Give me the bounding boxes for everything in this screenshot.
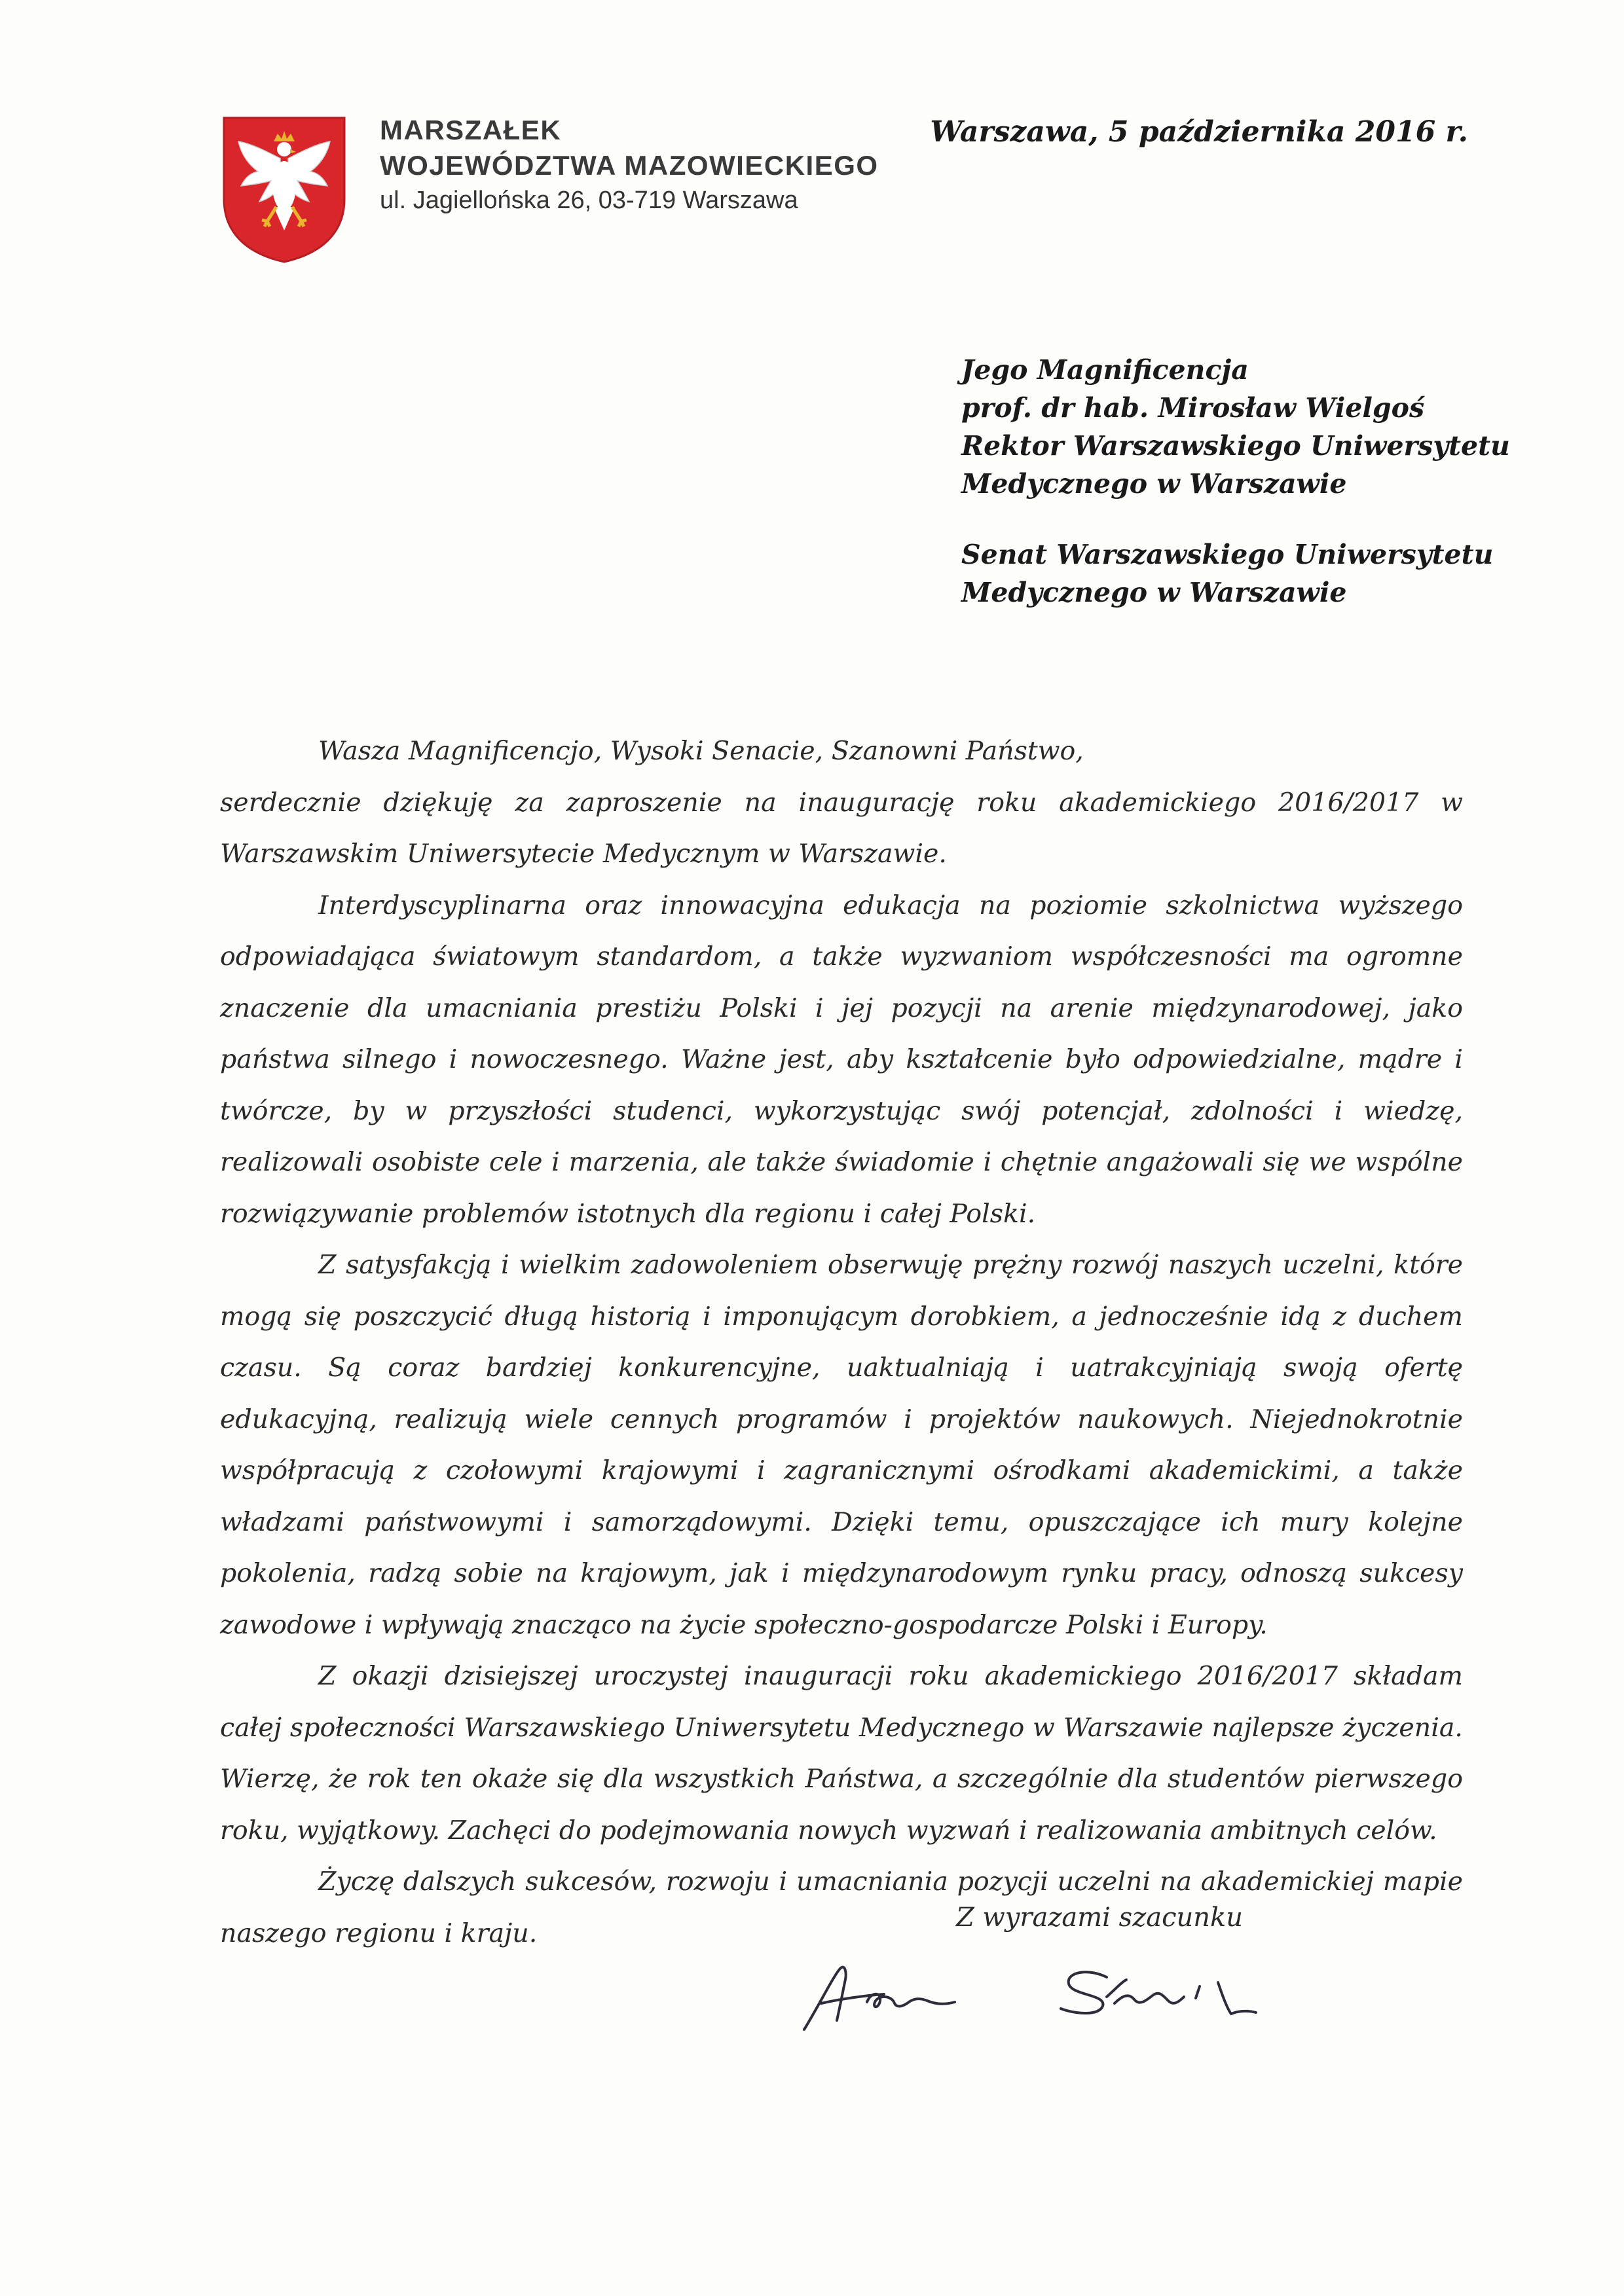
recipient-line: Medycznego w Warszawie [961,577,1347,608]
body-paragraph: Życzę dalszych sukcesów, rozwoju i umacniania pozycji uczelni na akademickiej mapie naszego regionu i kraju. [220,1867,1463,1948]
recipient-block [961,351,1510,611]
letterhead-title: MARSZAŁEK [380,115,562,145]
handwritten-signature-icon [799,1943,1297,2041]
body-paragraph: serdecznie dziękuję za zaproszenie na inaugurację roku akademickiego 2016/2017 w Warszawskim Uniwersytecie Medycznym w Warszawie. [220,787,1463,869]
body-paragraph: Interdyscyplinarna oraz innowacyjna edukacja na poziomie szkolnictwa wyższego odpowiadająca światowym standardom, a także wyzwaniom współczesności ma ogromne znaczenie dla umacniania prestiżu Polski i jej pozycji na arenie międzynarodowej, jako państwa silnego i nowoczesnego. Ważne jest, aby kształcenie było odpowiedzialne, mądre i twórcze, by w przyszłości studenci, wykorzystując swój potencjał, zdolności i wiedzę, realizowali osobiste cele i marzenia, ale także świadomie i chętnie angażowali się we wspólne rozwiązywanie problemów istotnych dla regionu i całej Polski. [220,890,1463,1229]
closing-phrase: Z wyrazami szacunku [956,1903,1244,1933]
body-paragraph: Z okazji dzisiejszej uroczystej inauguracji roku akademickiego 2016/2017 składam całej społeczności Warszawskiego Uniwersytetu Medycznego w Warszawie najlepsze życzenia. Wierzę, że rok ten okaże się dla wszystkich Państwa, a szczególnie dla studentów pierwszego roku, wyjątkowy. Zachęci do podejmowania nowych wyzwań i realizowania ambitnych celów. [220,1661,1463,1846]
letterhead [380,113,879,217]
recipient-line: Senat Warszawskiego Uniwersytetu [961,539,1494,570]
recipient-line: Jego Magnificencja [961,354,1249,386]
letterhead-subtitle: WOJEWÓDZTWA MAZOWIECKIEGO [380,150,879,181]
salutation: Wasza Magnificencjo, Wysoki Senacie, Szanowni Państwo, [318,736,1084,766]
letter-date: Warszawa, 5 października 2016 r. [930,115,1468,149]
recipient-line: Medycznego w Warszawie [961,468,1347,500]
mazovia-eagle-crest-icon [221,115,347,264]
letter-body [220,725,1463,1959]
body-paragraph: Z satysfakcją i wielkim zadowoleniem obserwuję prężny rozwój naszych uczelni, które mogą się poszczycić długą historią i imponującym dorobkiem, a jednocześnie idą z duchem czasu. Są coraz bardziej konkurencyjne, uaktualniają i uatrakcyjniają swoją ofertę edukacyjną, realizują wiele cennych programów i projektów naukowych. Niejednokrotnie współpracują z czołowymi krajowymi i zagranicznymi ośrodkami akademickimi, a także władzami państwowymi i samorządowymi. Dzięki temu, opuszczające ich mury kolejne pokolenia, radzą sobie na krajowym, jak i międzynarodowym rynku pracy, odnoszą sukcesy zawodowe i wpływają znacząco na życie społeczno-gospodarcze Polski i Europy. [220,1250,1463,1640]
letterhead-address: ul. Jagiellońska 26, 03-719 Warszawa [380,187,798,214]
recipient-line: Rektor Warszawskiego Uniwersytetu [961,430,1510,462]
recipient-line: prof. dr hab. Mirosław Wielgoś [961,392,1425,424]
